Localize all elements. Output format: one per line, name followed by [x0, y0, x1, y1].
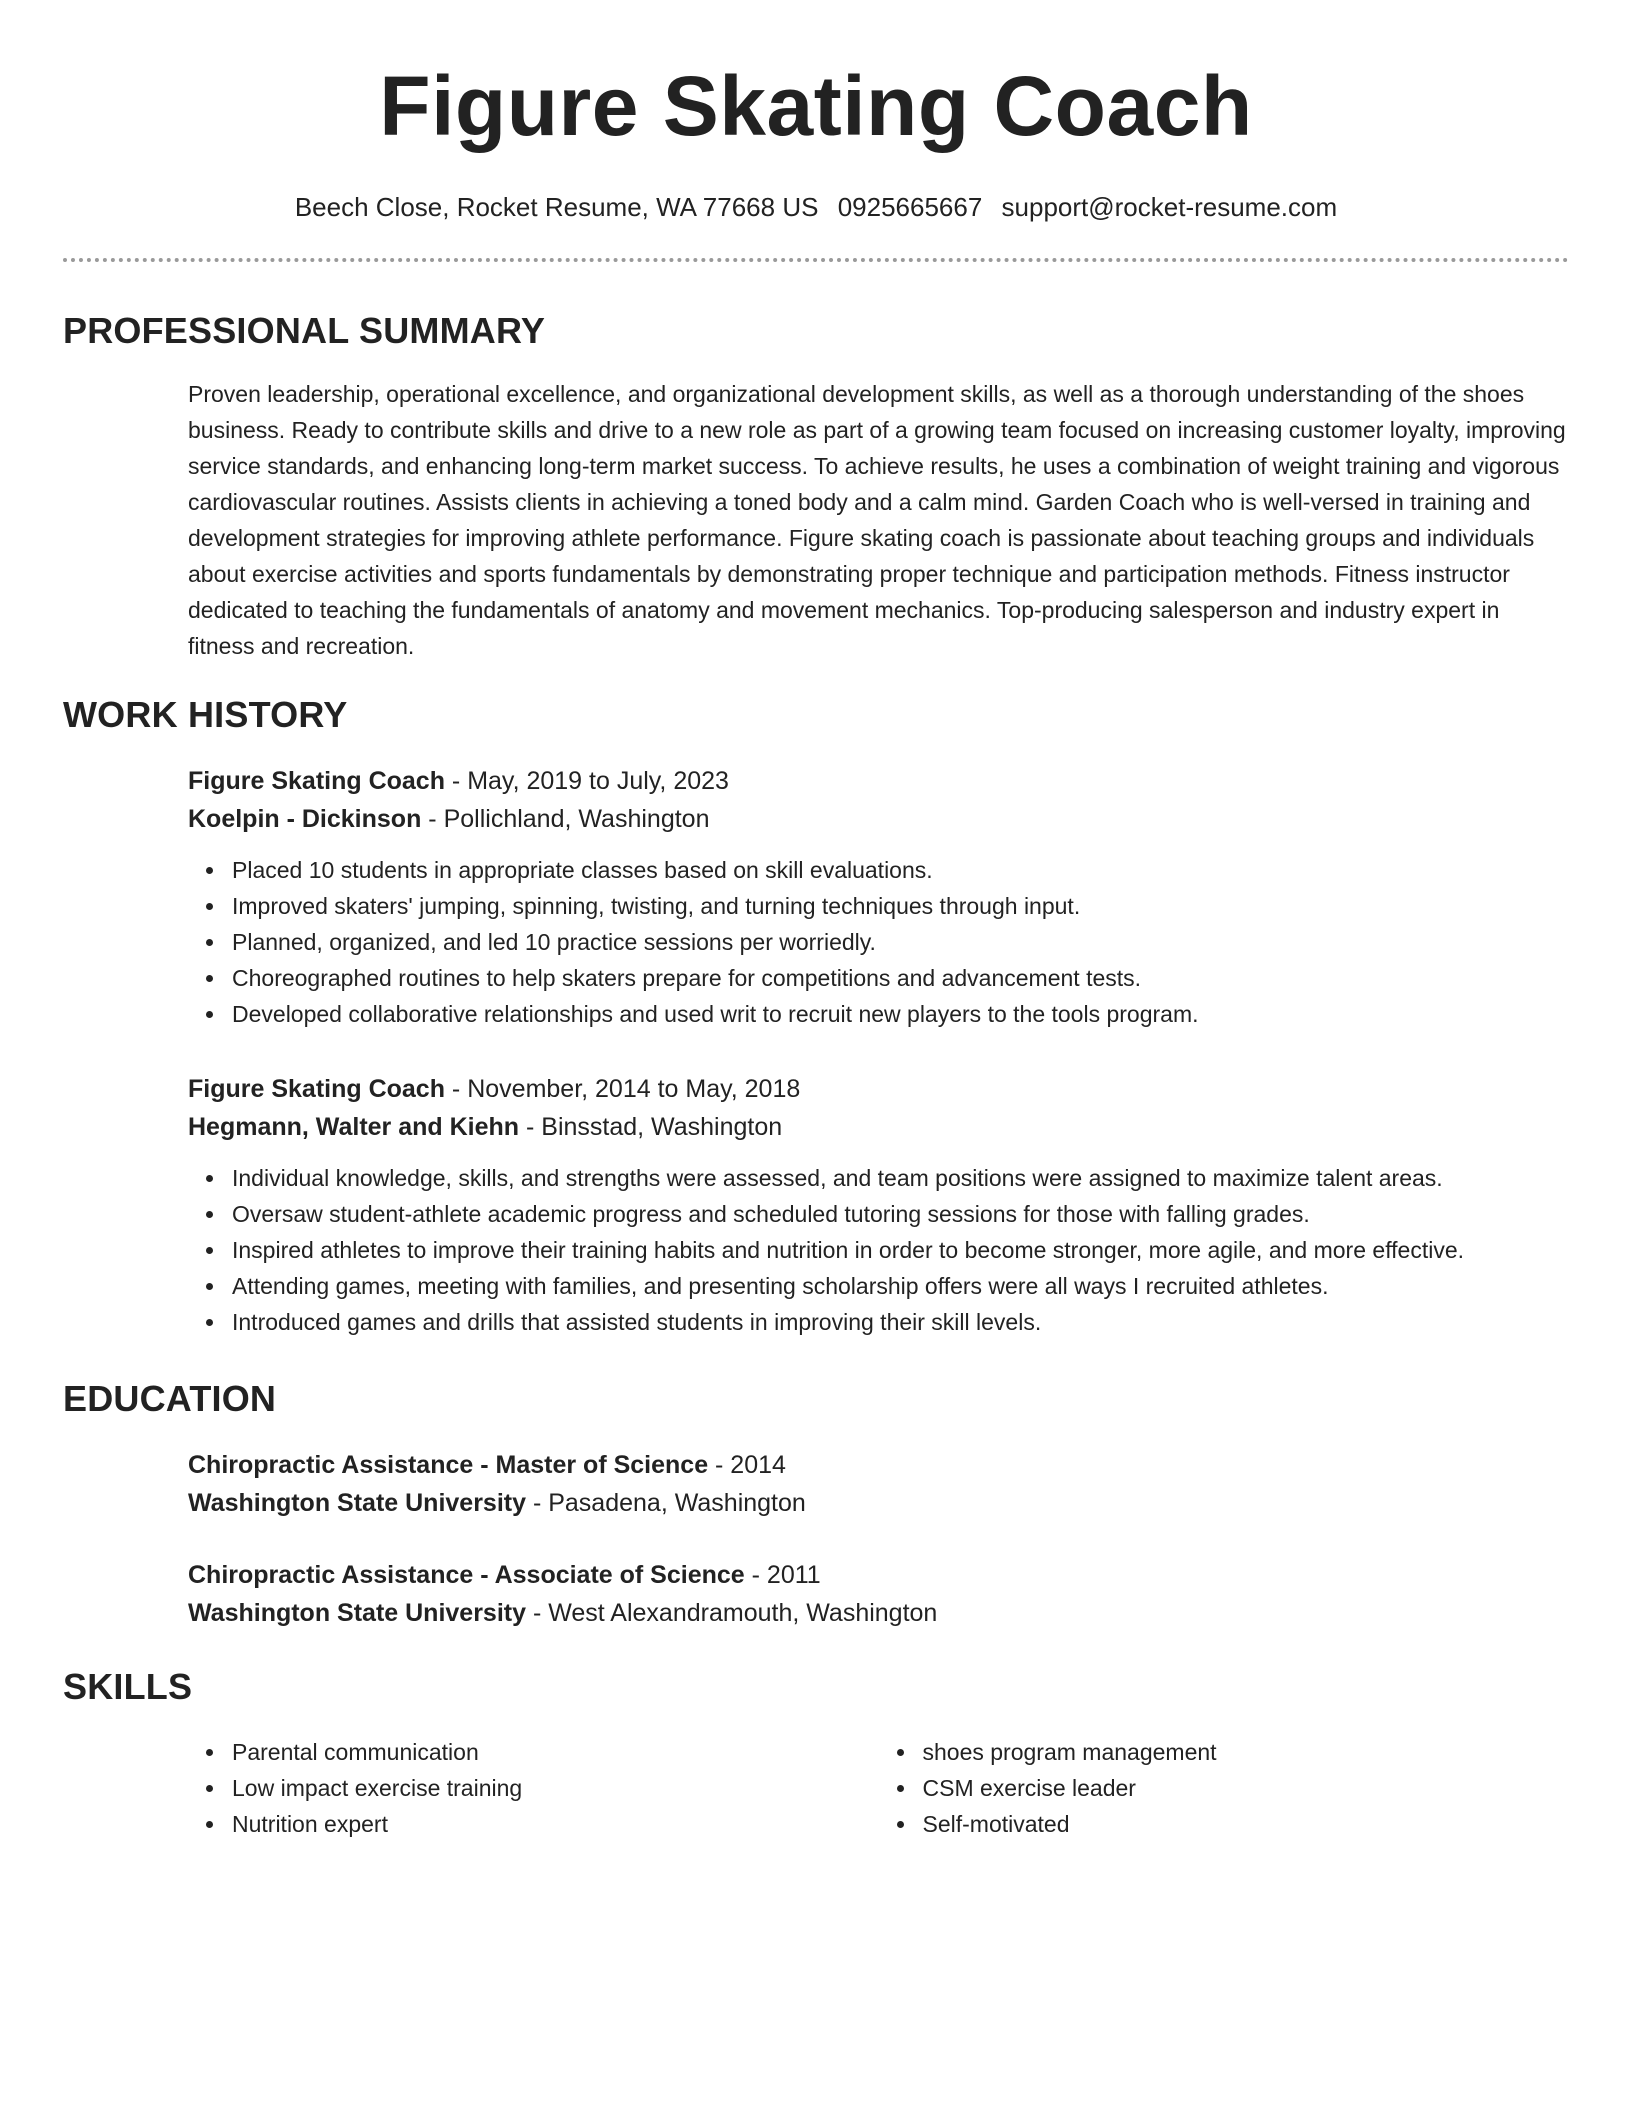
degree-line [188, 1446, 1569, 1484]
list-item: Self-motivated [923, 1806, 1570, 1842]
degree-line [188, 1556, 1569, 1594]
list-item: Placed 10 students in appropriate classes based on skill evaluations. [232, 852, 1569, 888]
job-company-line [188, 1108, 1569, 1146]
contact-email: support@rocket-resume.com [1001, 192, 1338, 222]
list-item: Planned, organized, and led 10 practice sessions per worriedly. [232, 924, 1569, 960]
list-item: Parental communication [232, 1734, 879, 1770]
list-item: Oversaw student-athlete academic progress and scheduled tutoring sessions for those with falling grades. [232, 1196, 1569, 1232]
graduation-year: - 2014 [708, 1451, 786, 1479]
header-divider [63, 258, 1569, 262]
job-role-line [188, 762, 1569, 800]
job-company: Koelpin - Dickinson [188, 805, 422, 833]
section-title-work-history: WORK HISTORY [63, 694, 348, 735]
education-entry [188, 1446, 1569, 1522]
section-title-summary: PROFESSIONAL SUMMARY [63, 310, 546, 351]
job-dates: - November, 2014 to May, 2018 [444, 1075, 801, 1103]
list-item: CSM exercise leader [923, 1770, 1570, 1806]
contact-line [63, 190, 1569, 224]
skills-grid [188, 1734, 1569, 1842]
school-line [188, 1594, 1569, 1632]
summary-text: Proven leadership, operational excellence, and organizational development skills, as well as a thorough understanding of the shoes business. Ready to contribute skills and drive to a new role as part of a growing team focused on increasing customer loyalty, improving service standards, and enhancing long-term market success. To achieve results, he uses a combination of weight training and vigorous cardiovascular routines. Assists clients in achieving a toned body and a calm mind. Garden Coach who is well-versed in training and development strategies for improving athlete performance. Figure skating coach is passionate about teaching groups and individuals about exercise activities and sports fundamentals by demonstrating proper technique and participation methods. Fitness instructor dedicated to teaching the fundamentals of anatomy and movement mechanics. Top-producing salesperson and industry expert in fitness and recreation. [188, 381, 1566, 659]
list-item: Nutrition expert [232, 1806, 879, 1842]
school: Washington State University [188, 1599, 527, 1627]
school-location: - Pasadena, Washington [526, 1489, 806, 1517]
school-line [188, 1484, 1569, 1522]
list-item: Individual knowledge, skills, and strengths were assessed, and team positions were assigned to maximize talent areas. [232, 1160, 1569, 1196]
job-duties [188, 852, 1569, 1032]
school: Washington State University [188, 1489, 527, 1517]
degree: Chiropractic Assistance - Associate of Science [188, 1561, 745, 1589]
job-role: Figure Skating Coach [188, 1075, 445, 1103]
list-item: Choreographed routines to help skaters prepare for competitions and advancement tests. [232, 960, 1569, 996]
work-history-list [63, 762, 1569, 1340]
list-item: Inspired athletes to improve their training habits and nutrition in order to become stronger, more agile, and more effective. [232, 1232, 1569, 1268]
list-item: shoes program management [923, 1734, 1570, 1770]
job-company-line [188, 800, 1569, 838]
section-title-skills: SKILLS [63, 1666, 193, 1707]
section-title-education: EDUCATION [63, 1378, 277, 1419]
education-list [63, 1446, 1569, 1632]
list-item: Low impact exercise training [232, 1770, 879, 1806]
list-item: Developed collaborative relationships and used writ to recruit new players to the tools program. [232, 996, 1569, 1032]
contact-phone: 0925665667 [837, 192, 983, 222]
skills-column-right [879, 1734, 1570, 1842]
job-role-line [188, 1070, 1569, 1108]
education-entry [188, 1556, 1569, 1632]
job-location: - Binsstad, Washington [519, 1113, 783, 1141]
school-location: - West Alexandramouth, Washington [526, 1599, 938, 1627]
graduation-year: - 2011 [744, 1561, 821, 1589]
job-dates: - May, 2019 to July, 2023 [444, 767, 729, 795]
contact-address: Beech Close, Rocket Resume, WA 77668 US [294, 192, 819, 222]
resume-header [63, 0, 1569, 262]
job-location: - Pollichland, Washington [421, 805, 710, 833]
job-duties [188, 1160, 1569, 1340]
job-company: Hegmann, Walter and Kiehn [188, 1113, 520, 1141]
list-item: Introduced games and drills that assisted students in improving their skill levels. [232, 1304, 1569, 1340]
skills-column-left [188, 1734, 879, 1842]
candidate-name: Figure Skating Coach [379, 59, 1253, 153]
list-item: Attending games, meeting with families, and presenting scholarship offers were all ways I recruited athletes. [232, 1268, 1569, 1304]
job-role: Figure Skating Coach [188, 767, 445, 795]
job-entry [188, 762, 1569, 1032]
list-item: Improved skaters' jumping, spinning, twisting, and turning techniques through input. [232, 888, 1569, 924]
job-entry [188, 1070, 1569, 1340]
degree: Chiropractic Assistance - Master of Science [188, 1451, 709, 1479]
